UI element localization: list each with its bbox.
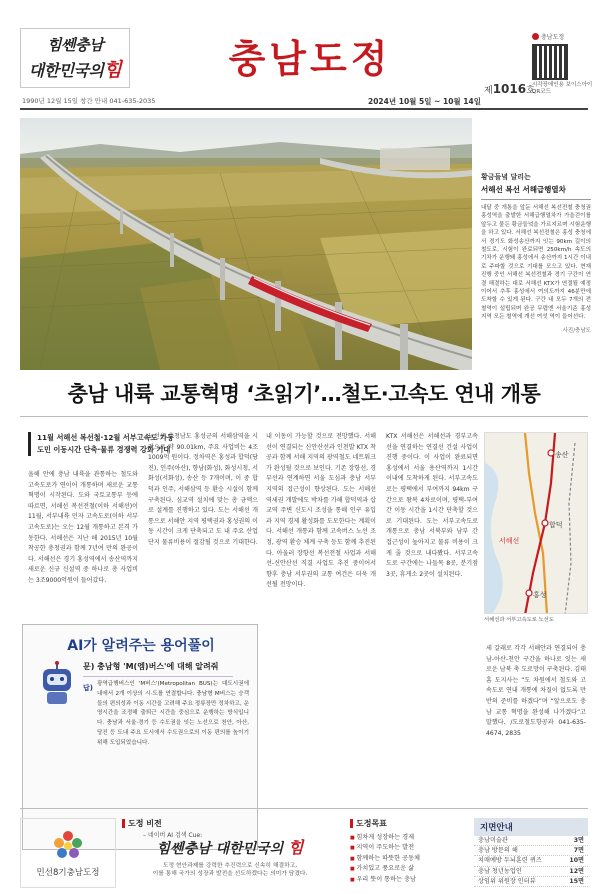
goals-label xyxy=(350,818,454,829)
qr-caption: 시각장애인용 보이스아이 QR코드 xyxy=(532,82,593,95)
vision-block xyxy=(122,818,338,888)
ai-answer: 광역급행버스인 'M버스'(Metropolitan BUS)는 대도시권에 내에서 2개 이상의 시·도를 연결합니다. 충남형 M버스는 승객들의 편의성과 이동 시간을 고려해 주요 정류장만 정차하고, 운영시간을 조정해 출퇴근 시간을 중심으로 운행하는 방식입니다. 충남과 서울·경기 등 수도권을 잇는 노선으로 천안, 아산, 당진 등 도내 주요 도시에서 수도권으로의 이동 편의를 높이기 위해 도입되었습니다. xyxy=(97,681,249,746)
index-page: 7면 xyxy=(573,847,584,855)
goal-item: ■ 함께하는 따뜻한 공동체 xyxy=(350,854,454,864)
article-column-4: KTX 서해선은 서해선과 경부고속선을 연결하는 연결선 건설 사업이 진행 중이다. 이 사업이 완료되면 홍성에서 서울 용산역까지 1시간 이내에 도착하게 된다. 서부고속도로는 평택에서 부여까지 94km 구간으로 왕복 4차로이며, 평택-부여 간 이동 시간을 1시간 단축할 것으로 기대된다. 도는 서부고속도로 개통으로 충남 서북부와 남부 간 접근성이 높아지고 물류 비용이 크게 줄 것으로 내다봤다. 서부고속도로 구간에는 나들목 8곳, 분기점 3곳, 휴게소 2곳이 설치된다. xyxy=(386,433,478,578)
goal-item: ■ 힘차게 성장하는 경제 xyxy=(350,833,454,843)
article-column-5: 세 갈래로 각각 서해안과 연결되어 충남-아산-천안 구간을 하나로 잇는 새로운 남북 축 도로망이 구축된다. 김태흠 도지사는 “도 차원에서 철도와 고속도로 연내 개통에 차질이 없도록 만반의 준비를 하겠다”며 “앞으로도 충남 교통 혁명을 완성해 나가겠다”고 말했다. /도로철도항공과 041-635-4674, 2835 xyxy=(486,645,586,737)
route-map xyxy=(484,432,588,614)
index-page: 3면 xyxy=(573,837,584,844)
index-row[interactable] xyxy=(474,836,588,846)
masthead xyxy=(0,0,608,120)
index-name: 충남미술관 xyxy=(478,837,508,844)
index-name: 충남 청년농업인 xyxy=(478,867,522,875)
qr-code-icon[interactable] xyxy=(532,44,568,80)
article-column-3: 내 이동이 가능할 것으로 전망했다. 서해선이 연결되는 신안산선과 인천발 KTX 착공과 함께 서해 지역의 광역철도 네트워크가 완성될 것으로 보인다. 기존 장항선, 경부선과 연계하면 서울 도심과 충남 서부 지역의 접근성이 향상된다. 도는 서해선 역세권 개발에도 박차를 가해 합덕역과 삽교역 주변 신도시 조성을 통해 인구 유입과 지역 경제 활성화를 도모한다는 계획이다. 서해선 개통과 함께 고속버스 노선 조정, 광역 환승 체계 구축 등도 함께 추진된다. 아울러 장항선 복선전철 사업과 서해선-신안산선 직결 사업도 추진 중이어서 향후 충남 서부권의 교통 여건은 더욱 개선될 전망이다. xyxy=(266,433,376,589)
photo-caption-body: 내달 중 개통을 앞둔 서해선 복선전철 충청권 홍성역을 출발한 서해급행열차가 가을걷이를 앞두고 물든 황금들녘을 가르지르며 시험운행을 하고 있다. 서해선 복선전철은 홍성 충청에서 경기도 화성송산까지 잇는 90km 길이의 철도로, 시험이 완료되면 250km/h 속도의 기차가 운행돼 홍성에서 송산까지 1시간 이내로 주파할 것으로 기대를 모으고 있다. 현재 진행 중인 서해선 복선전철과 경기 구간이 연결 해결하는 대로 서해선 KTX가 연결될 예정이어서 추후 홍성에서 여의도까지 46분만에 도착할 수 있게 된다. 구간 내 모두 7개의 전철역이 설립되며 완공 무렵엔 서울기준 홍성지역 모든 철역에 개선 여섯 역이 들어선다. xyxy=(481,205,591,321)
ai-source: – 네이버 AI 검색 Cue: xyxy=(143,832,203,839)
issue-suffix: 호 xyxy=(526,86,535,96)
newspaper-title: 충남도정 xyxy=(228,36,392,81)
photo-subheading: 서해선 복선 서해급행열차 xyxy=(481,185,566,194)
index-name: 상임위 위원장 인터뷰 xyxy=(478,877,536,885)
issue-date: 2024년 10월 5일 ~ 10월 14일 xyxy=(368,97,481,106)
vision-label-text: 도정 비전 xyxy=(128,819,162,828)
vision-text-2: 이를 통해 국가의 성장과 발전을 선도하겠다는 의미가 담겼다. xyxy=(152,871,308,877)
bottom-divider xyxy=(20,808,588,809)
train-landscape-photo xyxy=(20,118,472,370)
main-headline: 충남 내륙 교통혁명 ‘초읽기’…철도·고속도 연내 개통 xyxy=(67,382,541,406)
goal-item: ■ 가치있고 풍요로운 삶 xyxy=(350,864,454,874)
vision-slogan xyxy=(122,835,338,858)
map-label-line: 서해선 xyxy=(499,537,520,545)
masthead-divider xyxy=(20,108,588,110)
page-index xyxy=(474,818,588,890)
subhead-1: 11월 서해선 복선철·12월 서부고속도 가동 xyxy=(37,433,174,442)
headline-divider xyxy=(20,416,588,417)
robot-icon xyxy=(37,661,77,705)
label-bar-icon xyxy=(350,819,353,828)
goals-block xyxy=(350,818,454,888)
goal-list xyxy=(350,833,454,885)
issue-prefix: 제 xyxy=(484,86,493,96)
goal-item: ■ 우리 뜻이 통하는 충남 xyxy=(350,875,454,885)
slogan-line2-red: 힘 xyxy=(103,59,122,81)
ai-question: 문) 충남형 'M(엠)버스'에 대해 알려줘 xyxy=(83,661,233,677)
hero-photo xyxy=(20,118,472,370)
route-map-graphic xyxy=(485,433,588,614)
map-label-top: 송산 xyxy=(555,451,569,459)
goal-item: ■ 지역이 주도하는 발전 xyxy=(350,843,454,853)
qr-label xyxy=(532,32,596,41)
ai-glossary-box xyxy=(22,624,258,850)
map-label-mid: 합덕 xyxy=(549,521,563,529)
ai-answer-label: 답) xyxy=(83,684,93,692)
ai-glossary-title: AI가 알려주는 용어풀이 xyxy=(67,638,215,654)
map-label-bottom: 홍성 xyxy=(533,591,547,599)
photo-sidebar xyxy=(481,172,591,334)
brand-dot-icon xyxy=(532,33,539,40)
map-caption: 서해선과 서부고속도로 노선도 xyxy=(484,617,554,623)
government-logo-block xyxy=(20,818,116,888)
article-column-1: 올해 안에 충남 내륙을 관통하는 철도와 고속도로가 연이어 개통하며 새로운 교통혁명이 시작된다. 도와 국토교통부 등에 따르면, 서해선 복선전철(이하 서해선)이 11월, 서부내륙 민자 고속도로(이하 서부고속도로)는 오는 12월 개통하고 본격 가동한다. 서해선은 지난 해 2015년 10월 착공한 충청권과 함께 7년여 만의 완공이다. 서해선은 경기 홍성역에서 송산역까지 새로운 신규 신설역 중 하나로 총 사업비는 3조9000억원이 들어갔다. xyxy=(28,471,138,584)
index-row[interactable] xyxy=(474,856,588,866)
slogan-logo xyxy=(20,28,130,88)
index-row[interactable] xyxy=(474,846,588,856)
vision-slogan-red: 힘 xyxy=(288,838,304,857)
index-row[interactable] xyxy=(474,877,588,887)
label-bar-icon xyxy=(122,819,125,828)
article-column-2: 노선은 충청남도 홍성군의 서해삼역을 시작으로 약 90.01km, 주요 사업비는 4조 1009억 원이다. 정차역은 홍성과 합덕(당진), 인주(아산), 향남(화성), 화성시청, 서화성(서화성), 송산 등 7개이며, 이 중 합덕과 인주, 서해삼역 등 환승 시설이 함께 구축된다. 심교역 설치에 맞는 총 금액으로 설계를 진행하고 있다. 도는 서해선 개통으로 서해안 지역 평택권과 홍성권의 이동 시간이 크게 단축되고 도 내 주요 산업단지 물류비용이 절감될 것으로 기대한다. xyxy=(148,433,258,546)
logo-name: 민선8기충남도정 xyxy=(36,868,100,878)
vision-slogan-text: 힘쎈충남 대한민국의 xyxy=(156,841,284,857)
issue-number xyxy=(484,82,535,96)
index-row[interactable] xyxy=(474,867,588,877)
index-page: 12면 xyxy=(569,867,584,875)
goals-label-text: 도정목표 xyxy=(356,819,387,828)
qr-code-block[interactable] xyxy=(532,32,596,95)
chungnam-logo-icon xyxy=(51,828,85,862)
index-name: 치매예방 두뇌훈련 퀴즈 xyxy=(478,857,542,865)
page-index-title: 지면안내 xyxy=(474,818,588,836)
photo-credit: 사진/충남도 xyxy=(562,327,591,334)
qr-label-text: 충남도정 xyxy=(541,34,565,41)
index-name: 충남 방문의 해 xyxy=(478,847,518,855)
index-page: 10면 xyxy=(569,857,584,865)
index-page: 15면 xyxy=(569,877,584,885)
slogan-line2-text: 대한민국의 xyxy=(28,61,104,80)
slogan-line1: 힘쎈충남 xyxy=(47,36,103,54)
subhead-2: 도민 이동시간 단축·물류 경쟁력 강화 기대 xyxy=(37,445,171,454)
vision-text-1: 도정 현안과제를 강력한 추진력으로 신속히 해결하고, xyxy=(162,863,298,869)
established-info: 1990년 12월 15일 창간 안내 041-635-2035 xyxy=(22,97,156,105)
photo-heading: 황금들녘 달리는 xyxy=(481,173,531,181)
vision-label xyxy=(122,818,338,829)
photo-divider xyxy=(481,199,591,200)
slogan-line2 xyxy=(29,55,122,82)
issue-number-value: 1016 xyxy=(492,82,527,96)
